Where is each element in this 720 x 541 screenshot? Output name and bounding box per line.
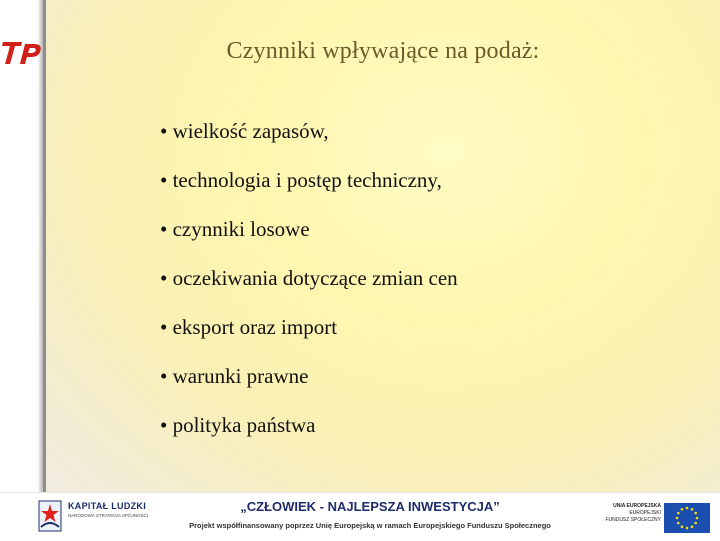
footer-slogan: „CZŁOWIEK - NAJLEPSZA INWESTYCJA”	[240, 499, 500, 514]
bullet-item: • wielkość zapasów,	[160, 119, 329, 143]
eu-label	[585, 503, 661, 524]
slide-title: Czynniki wpływające na podaż:	[226, 38, 540, 64]
program-name: KAPITAŁ LUDZKI	[68, 501, 147, 511]
kapital-ludzki-logo-icon	[38, 499, 62, 533]
bullet-item: • polityka państwa	[160, 413, 316, 437]
eu-line-1: UNIA EUROPEJSKA	[613, 503, 661, 509]
footer-project-line: Projekt współfinansowany poprzez Unię Europejską w ramach Europejskiego Funduszu Społecznego	[189, 521, 551, 530]
eu-line-2: EUROPEJSKI	[629, 510, 661, 516]
left-sidebar-strip	[0, 0, 46, 492]
program-logo-text	[68, 501, 148, 518]
eu-line-3: FUNDUSZ SPOŁECZNY	[605, 517, 661, 523]
bullet-item: • eksport oraz import	[160, 315, 338, 339]
eu-flag-icon	[664, 503, 710, 533]
bullet-list	[160, 115, 458, 458]
sidebar-edge	[43, 0, 46, 492]
bullet-item: • technologia i postęp techniczny,	[160, 168, 442, 192]
bullet-item: • oczekiwania dotyczące zmian cen	[160, 266, 458, 290]
program-subtitle: NARODOWA STRATEGIA SPÓJNOŚCI	[68, 513, 149, 518]
bullet-item: • czynniki losowe	[160, 217, 310, 241]
footer-banner	[0, 492, 720, 541]
bullet-item: • warunki prawne	[160, 364, 309, 388]
tp-logo-icon	[2, 36, 44, 68]
